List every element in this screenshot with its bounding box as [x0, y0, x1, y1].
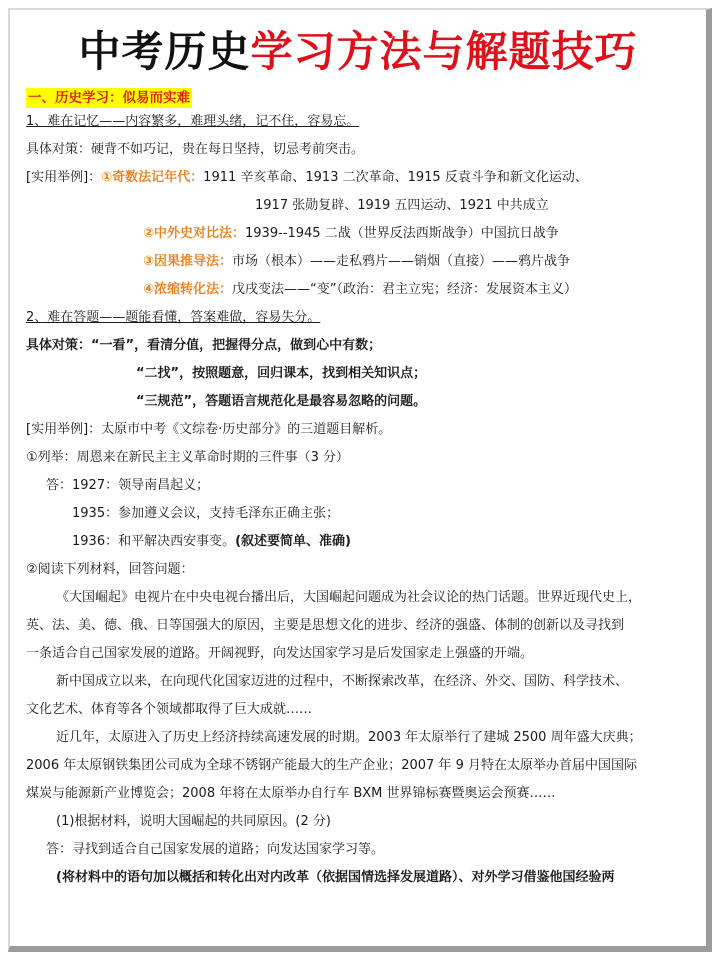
section-heading: 一、历史学习：似易而实难: [28, 90, 190, 106]
example-2-intro: [实用举例]：太原市中考《文综卷·历史部分》的三道题目解析。: [26, 422, 392, 437]
material-3-line-3: 煤炭与能源新产业博览会；2008 年将在太原举办自行车 BXM 世界锦标赛暨奥运会预赛……: [26, 786, 556, 801]
document-body: [10, 78, 706, 892]
answer-1-line-3: [26, 528, 706, 556]
document-page: [8, 8, 712, 952]
material-1-line-2: 英、法、美、德、俄、日等国强大的原因，主要是思想文化的进步、经济的强盛、体制的创新以及寻找到: [26, 618, 625, 633]
method-odd-years-label: ①奇数法记年代：: [101, 170, 204, 185]
answer-1-line-1: 答：1927：领导南昌起义；: [46, 478, 210, 493]
question-2: ②阅读下列材料，回答问题：: [26, 562, 194, 577]
strategy-answer-a: [26, 332, 706, 360]
example-label: [实用举例]：: [26, 170, 102, 185]
material-3-line-1: 近几年，太原进入了历史上经济持续高速发展的时期。2003 年太原举行了建城 2500 周年盛大庆典；: [56, 730, 642, 745]
question-1: ①列举：周恩来在新民主主义革命时期的三件事（3 分）: [26, 450, 350, 465]
difficulty-answer: 2、难在答题——题能看懂，答案难做，容易失分。: [26, 310, 321, 325]
example-line-3: [26, 248, 706, 276]
material-2-line-1: 新中国成立以来，在向现代化国家迈进的过程中，不断探索改革，在经济、外交、国防、科学技术、: [56, 674, 629, 689]
strategy-find: “二找”，按照题意，回归课本，找到相关知识点；: [136, 366, 427, 381]
title-black-part: 中考历史: [78, 27, 251, 76]
difficulty-memory: 1、难在记忆——内容繁多，难理头绪，记不住，容易忘。: [26, 114, 360, 129]
example-line-1: [26, 164, 706, 192]
sub-answer-1: 答：寻找到适合自己国家发展的道路；向发达国家学习等。: [46, 842, 385, 857]
method-compare-text: 1939--1945 二战（世界反法西斯战争）中国抗日战争: [245, 226, 559, 241]
method-condense-label: ④浓缩转化法：: [143, 282, 233, 297]
material-1-line-1: 《大国崛起》电视片在中央电视台播出后，大国崛起问题成为社会议论的热门话题。世界近现代史上，: [56, 590, 642, 605]
strategy-answer-label: 具体对策：: [26, 338, 92, 353]
method-compare-label: ②中外史对比法：: [143, 226, 246, 241]
title-red-part: 学习方法与解题技巧: [250, 27, 638, 76]
material-2-line-2: 文化艺术、体育等各个领域都取得了巨大成就……: [26, 702, 313, 717]
strategy-standard: “三规范”，答题语言规范化是最容易忽略的问题。: [136, 394, 427, 409]
method-condense-text: 戊戌变法——“变”（政治：君主立宪；经济：发展资本主义）: [232, 282, 577, 297]
material-3-line-2: 2006 年太原钢铁集团公司成为全球不锈钢产能最大的生产企业；2007 年 9 月特在太原举办首届中国国际: [26, 758, 637, 773]
answer-1-note: (叙述要简单、准确): [235, 534, 351, 549]
answer-1-line-2: 1935：参加遵义会议，支持毛泽东正确主张；: [72, 506, 340, 521]
strategy-memory: 具体对策：硬背不如巧记，贵在每日坚持，切忌考前突击。: [26, 142, 365, 157]
method-cause-label: ③因果推导法：: [143, 254, 233, 269]
example-line-4: [26, 276, 706, 304]
sub-question-1: (1)根据材料，说明大国崛起的共同原因。(2 分): [56, 814, 331, 829]
answer-1-text: 1936：和平解决西安事变。: [72, 534, 236, 549]
method-odd-years-text: 1911 辛亥革命、1913 二次革命、1915 反袁斗争和新文化运动、: [203, 170, 588, 185]
sub-answer-note: (将材料中的语句加以概括和转化出对内改革（依据国情选择发展道路）、对外学习借鉴他国经验两: [56, 870, 615, 885]
strategy-look: “一看”，看清分值，把握得分点，做到心中有数；: [91, 338, 382, 353]
method-cause-text: 市场（根本）——走私鸦片——销烟（直接）——鸦片战争: [232, 254, 571, 269]
material-1-line-3: 一条适合自己国家发展的道路。开阔视野，向发达国家学习是后发国家走上强盛的开端。: [26, 646, 534, 661]
page-title: [10, 26, 706, 78]
example-line-2: [26, 220, 706, 248]
method-odd-years-cont: 1917 张勋复辟、1919 五四运动、1921 中共成立: [255, 198, 549, 213]
